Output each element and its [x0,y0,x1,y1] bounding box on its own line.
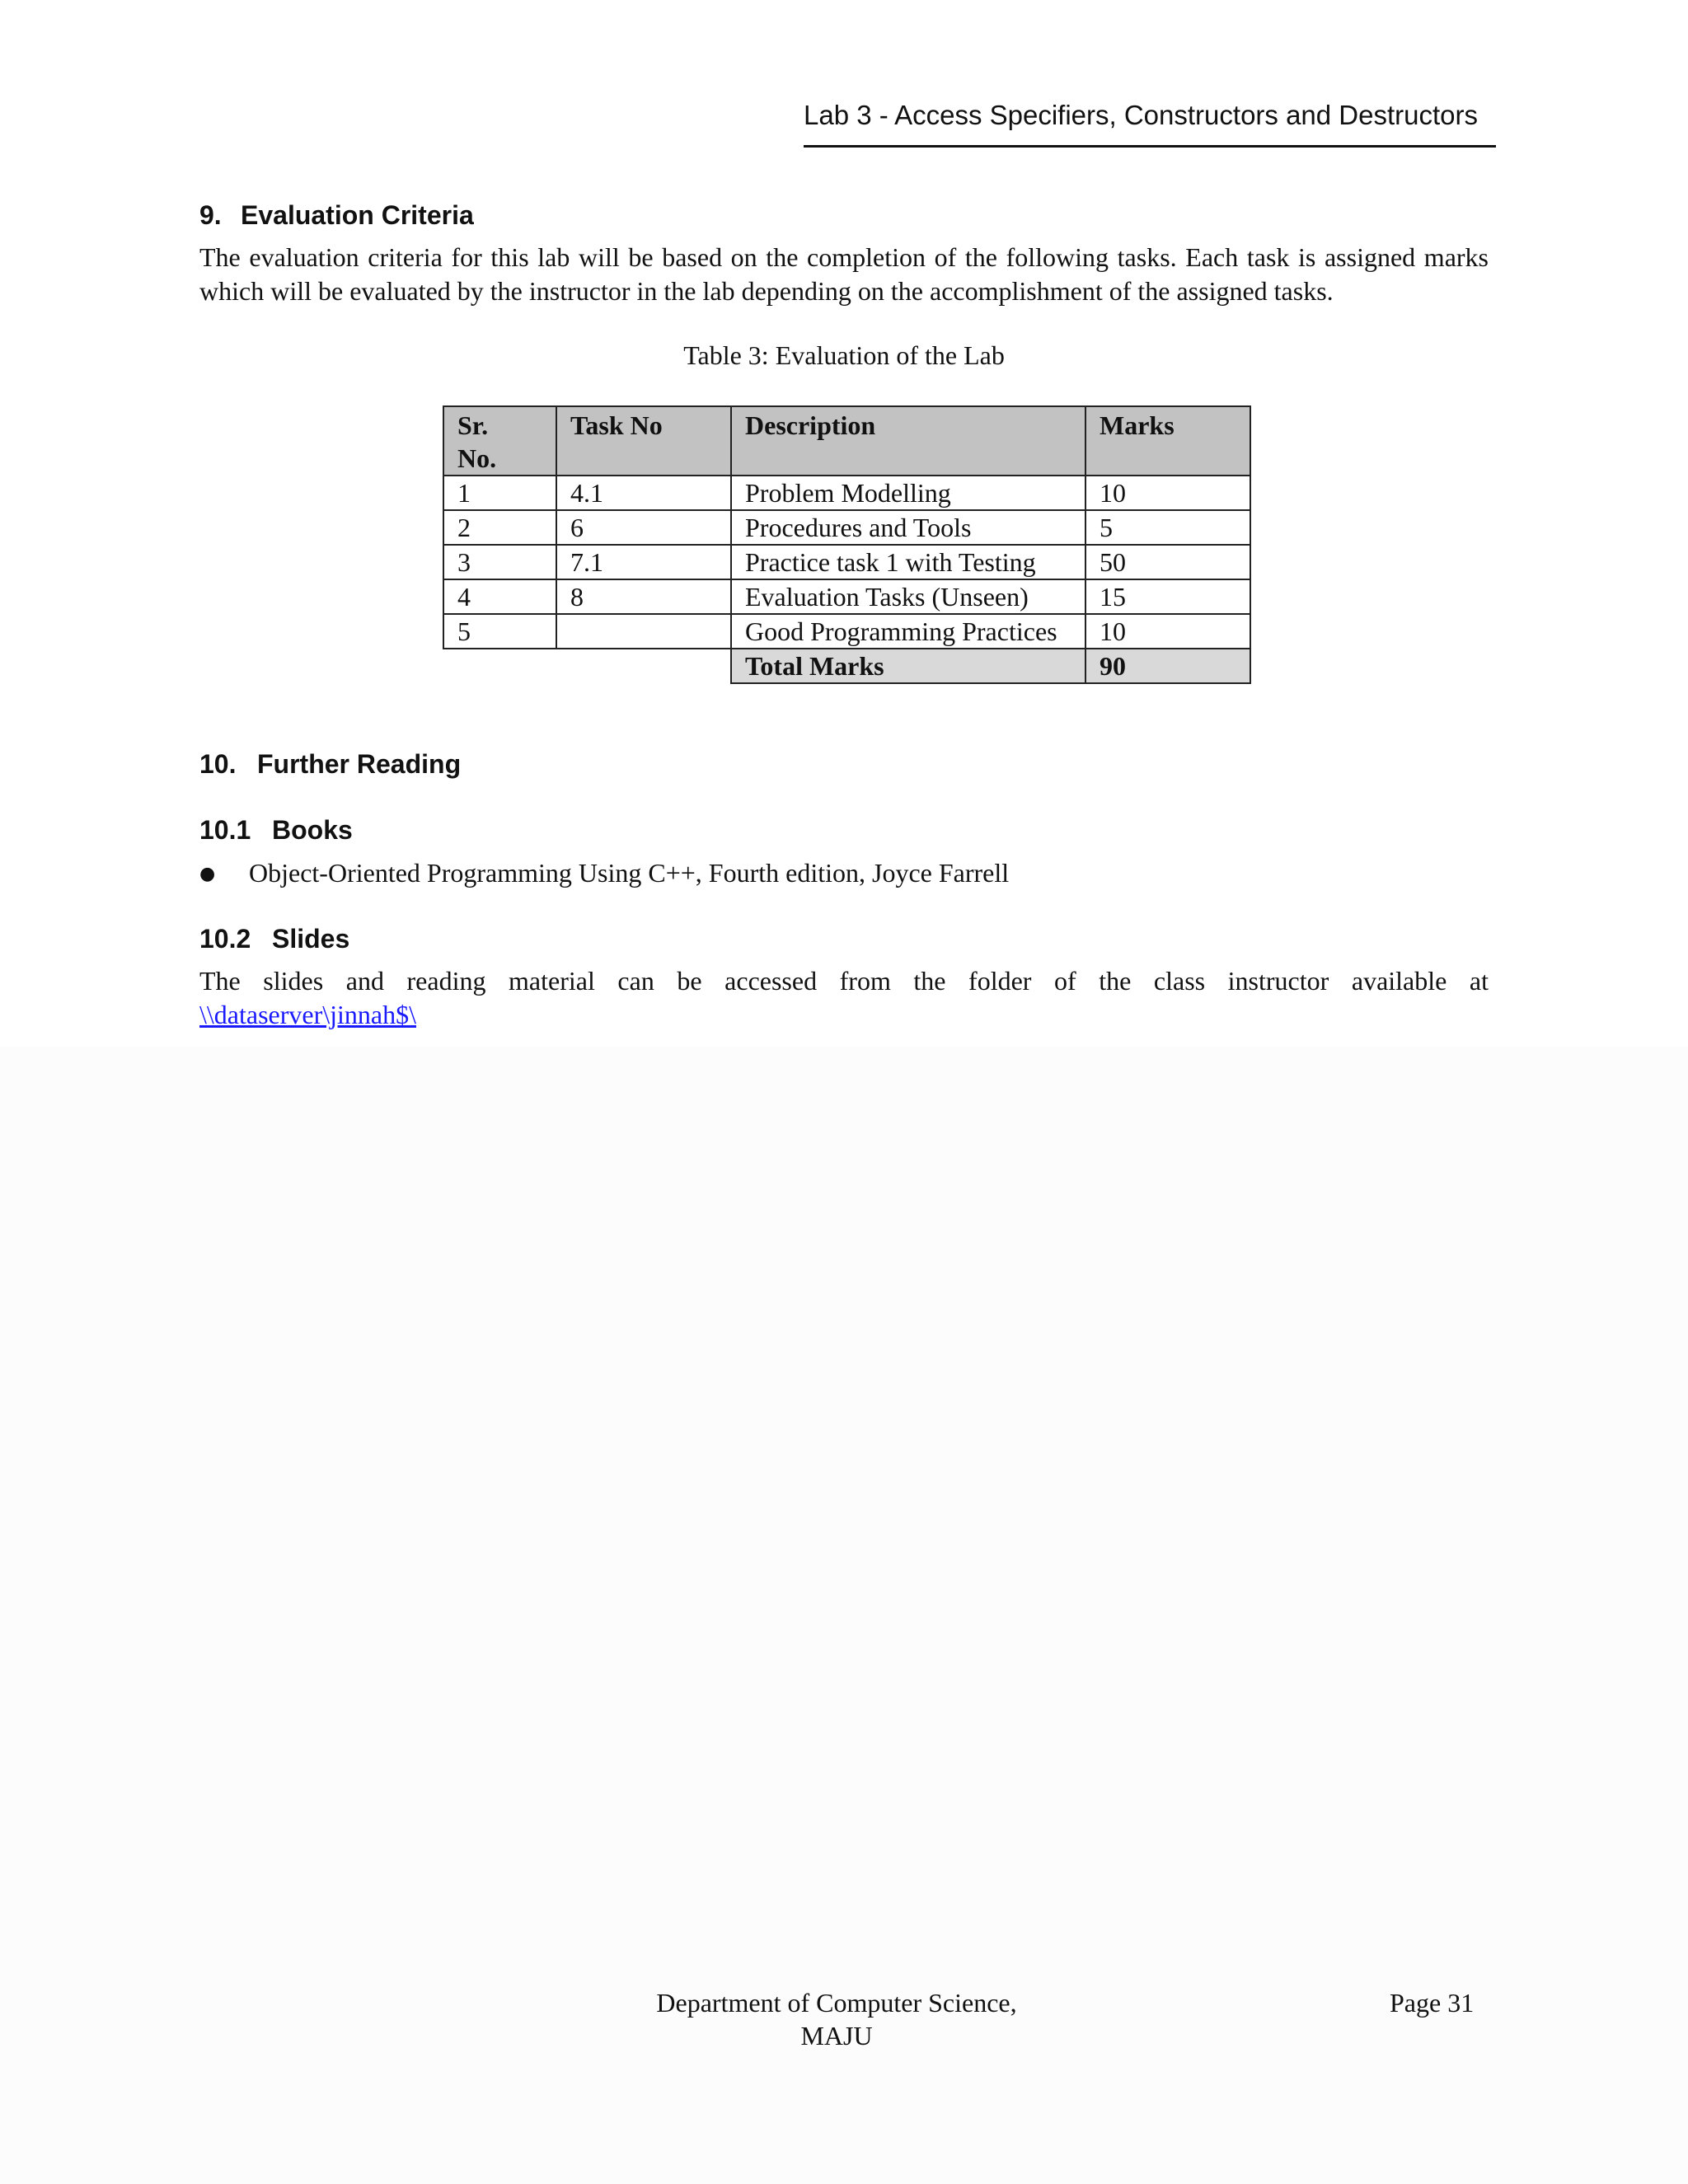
running-header: Lab 3 - Access Specifiers, Constructors and Destructors [804,100,1479,130]
table-cell: 2 [443,510,556,545]
table-cell: Procedures and Tools [731,510,1085,545]
table-total-row [443,649,1250,683]
table-cell: 4.1 [556,476,731,510]
table-row [443,545,1250,579]
table-caption: Table 3: Evaluation of the Lab [683,340,1005,370]
header-cell: Task No [556,406,731,476]
header-cell: Description [731,406,1085,476]
table-cell: 6 [556,510,731,545]
section-number: 9. [199,200,222,230]
table-cell: 5 [1085,510,1250,545]
header-cell: Marks [1085,406,1250,476]
list-item [199,855,1009,892]
total-label: Total Marks [731,649,1085,683]
section-number: 10.2 [199,924,251,954]
footer-department [577,1986,1096,2052]
section-number: 10. [199,749,237,779]
table-cell: Evaluation Tasks (Unseen) [731,579,1085,614]
table-row [443,476,1250,510]
evaluation-table [443,405,1251,684]
table-cell [556,614,731,649]
table-cell: Practice task 1 with Testing [731,545,1085,579]
table-cell: 4 [443,579,556,614]
dataserver-link[interactable]: \\dataserver\jinnah$\ [199,1000,417,1029]
bullet-icon: ● [199,864,216,884]
table-row [443,614,1250,649]
header-rule [804,145,1496,148]
section-title: Slides [272,924,350,954]
slides-link-line [199,998,1489,1032]
evaluation-paragraph: The evaluation criteria for this lab will be based on the completion of the following tasks. Each task is assigned marks which will be evaluated by the instructor in the lab depending on the accomplishment of the assigned tasks. [199,242,1489,306]
section-number: 10.1 [199,815,251,845]
table-cell: 50 [1085,545,1250,579]
footer-dept-line: Department of Computer Science, [656,1988,1017,2018]
section-9-heading [199,198,474,232]
table-cell: 10 [1085,614,1250,649]
table-cell: Problem Modelling [731,476,1085,510]
section-title: Further Reading [257,749,462,779]
empty-cell [556,649,731,683]
table-cell: 8 [556,579,731,614]
table-cell: 1 [443,476,556,510]
section-10-2-heading [199,921,349,956]
table-cell: 10 [1085,476,1250,510]
slides-paragraph: The slides and reading material can be accessed from the folder of the class instructor available at [199,966,1489,996]
table-row [443,579,1250,614]
section-10-heading [199,747,461,781]
table-cell: 15 [1085,579,1250,614]
table-cell: 5 [443,614,556,649]
book-reference: Object-Oriented Programming Using C++, Fourth edition, Joyce Farrell [249,858,1010,888]
table-cell: Good Programming Practices [731,614,1085,649]
section-title: Books [272,815,353,845]
table-cell: 7.1 [556,545,731,579]
section-title: Evaluation Criteria [241,200,474,230]
total-value: 90 [1085,649,1250,683]
table-row [443,510,1250,545]
footer-dept-line: MAJU [800,2021,873,2050]
table-header-row [443,406,1250,476]
section-10-1-heading [199,813,353,847]
empty-cell [443,649,556,683]
page-number: Page 31 [1390,1988,1475,2018]
table-cell: 3 [443,545,556,579]
header-cell: Sr. No. [443,406,556,476]
